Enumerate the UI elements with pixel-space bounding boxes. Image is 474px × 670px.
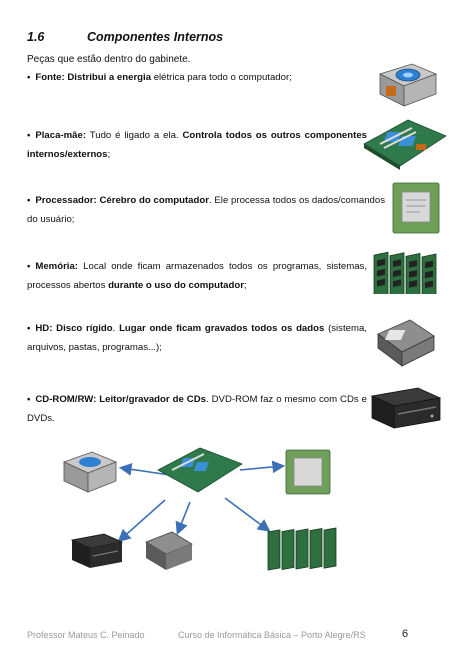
item-text: Local onde ficam armazenados todos os programas, sistemas, processos abertos <box>27 261 367 291</box>
intro-text: Peças que estão dentro do gabinete. <box>27 54 191 65</box>
optical-drive-icon <box>368 384 444 434</box>
item-text: ; <box>107 149 111 160</box>
item-text: ; <box>243 280 247 291</box>
section-number: 1.6 <box>27 30 45 44</box>
bullet: • <box>27 130 31 141</box>
item-bold-text: Distribui a energia <box>67 72 152 83</box>
bullet: • <box>27 195 31 206</box>
footer-author: Professor Mateus C. Peinado <box>27 630 145 640</box>
item-label: Placa-mãe: <box>35 130 87 141</box>
diagram-power-supply-icon <box>64 452 116 492</box>
item-text: (sistema, arquivos, pastas, programas...); <box>27 323 367 353</box>
power-supply-icon <box>372 60 442 108</box>
footer-course: Curso de Informática Básica – Porto Alegre/RS <box>178 630 366 640</box>
item-text: . Ele processa todos os dados/comandos do usuário; <box>27 195 385 225</box>
diagram-ram-icon <box>268 520 336 578</box>
diagram-cpu-icon <box>286 450 330 494</box>
list-item-motherboard <box>27 126 367 164</box>
item-label: Processador: <box>35 195 97 206</box>
list-item-optical-drive <box>27 390 367 428</box>
diagram-hard-drive-icon <box>146 532 192 570</box>
item-text: . DVD-ROM faz o mesmo com CDs e DVDs. <box>27 394 368 424</box>
bullet: • <box>27 394 31 405</box>
bullet: • <box>27 72 31 83</box>
section-title: Componentes Internos <box>87 30 224 44</box>
item-bold-text: Lugar onde ficam gravados todos os dados <box>119 323 325 334</box>
item-bold-text: durante o uso do computador <box>108 280 244 291</box>
components-diagram <box>60 440 390 590</box>
item-label: Fonte: <box>35 72 65 83</box>
diagram-optical-drive-icon <box>72 534 122 568</box>
item-label: Memória: <box>35 261 79 272</box>
section-heading <box>27 30 223 44</box>
list-item-hard-drive <box>27 319 367 357</box>
list-item-power-supply <box>27 68 367 87</box>
diagram-motherboard-icon <box>158 448 242 492</box>
list-item-memory <box>27 257 367 295</box>
item-label: CD-ROM/RW: Leitor/gravador de CDs <box>35 394 206 405</box>
ram-icon <box>370 236 446 294</box>
item-bold-text: Cérebro do computador <box>96 195 209 206</box>
page-number: 6 <box>402 628 409 640</box>
bullet: • <box>27 323 31 334</box>
item-text: Tudo é ligado a ela. <box>86 130 183 141</box>
list-item-processor <box>27 191 385 229</box>
item-bold-text: Controla todos os outros componentes internos/externos <box>27 130 367 160</box>
hard-drive-icon <box>374 316 438 370</box>
item-text: elétrica para todo o computador; <box>151 72 292 83</box>
item-label: HD: Disco rígido <box>35 323 113 334</box>
motherboard-icon <box>360 114 448 172</box>
item-text: . <box>112 323 120 334</box>
bullet: • <box>27 261 31 272</box>
cpu-icon <box>390 180 442 236</box>
